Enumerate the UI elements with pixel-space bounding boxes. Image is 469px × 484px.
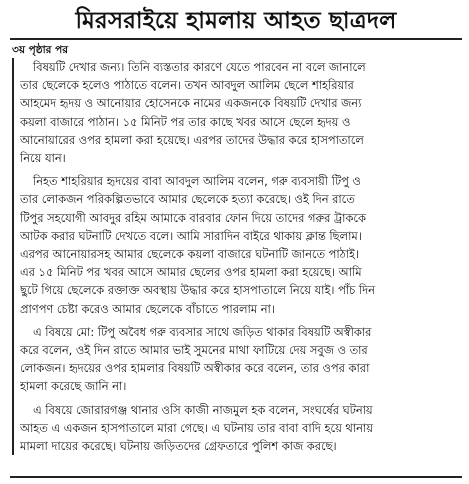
article-line: আহত এ একজন হাসপাতালে মারা গেছে। এ ঘটনায় তার বাবা বাদি হয়ে থানায় (20, 420, 373, 435)
continued-from-label: ৩য় পৃষ্ঠার পর (12, 44, 69, 56)
article-line: কয়লা বাজারে পাঠান। ১৫ মিনিট পর তার কাছে খবর আসে ছেলে হৃদয় ও (20, 114, 351, 129)
article-line: তার লোকজন পরিকল্পিতভাবে আমার ছেলেকে হত্যা করেছে। ওই দিন রাতে (20, 192, 355, 207)
article-paragraph (20, 401, 462, 456)
article-line: করে বলেন, ওই দিন রাতে আমার ভাই সুমনের মাথা ফাটিয়ে দেয় সবুজ ও তার (20, 343, 368, 358)
article-paragraph (20, 58, 462, 167)
article-line: এ বিষয়ে জোরারগঞ্জ থানার ওসি কাজী নাজমুল হক বলেন, সংঘর্ষের ঘটনায় (33, 402, 373, 417)
article-line: মামলা দায়ের করেছে। ঘটনায় জড়িতদের গ্রেফতারে পুলিশ কাজ করছে। (20, 439, 337, 454)
article-line: আটক করার ঘটনাটি দেখতে বলে। আমি সারাদিন বাইরে থাকায় ক্লান্ত ছিলাম। (20, 228, 362, 243)
article-line: এর ১৫ মিনিট পর খবর আসে আমার ছেলের ওপর হামলা করা হয়েছে। আমি (20, 265, 362, 280)
bottom-rule (10, 476, 462, 478)
article-line: প্রাণপণ চেষ্টা করেও আমার ছেলেকে বাঁচাতে পারলাম না। (20, 301, 275, 316)
article-line: লোকজন। হৃদয়ের ওপর হামলার বিষয়টি অস্বীকার করে বলেন, তার ওপর কারা (20, 361, 370, 376)
article-line: ছুটে গিয়ে ছেলেকে রক্তাক্ত অবস্থায় উদ্ধার করে হাসপাতালে নিয়ে যাই। পাঁচ দিন (20, 283, 375, 298)
article-line: নিহত শাহরিয়ার হৃদয়ের বাবা আবদুল আলিম বলেন, গরু ব্যবসায়ী টিপু ও (33, 174, 361, 189)
article-paragraph (20, 323, 462, 396)
headline: মিরসরাইয়ে হামলায় আহত ছাত্রদল (75, 8, 397, 34)
article-line: বিষয়টি দেখার জন্য। তিনি ব্যস্ততার কারণে যেতে পারবেন না বলে জানালে (33, 60, 366, 74)
headline-rule (10, 38, 462, 40)
article-body (12, 58, 462, 455)
article-line: আহমেদ হৃদয় ও আনোয়ার হোসেনকে নামের একজনকে বিষয়টি দেখার জন্য (20, 96, 362, 111)
article-line: আনোয়ারের ওপর হামলা করা হয়েছে। এরপর তাদের উদ্ধার করে হাসপাতালে (20, 132, 364, 147)
article-paragraph (20, 172, 462, 318)
article-line: নিয়ে যান। (20, 151, 66, 166)
article-line: এ বিষয়ে মো: টিপু অবৈধ গরু ব্যবসার সাথে জড়িত থাকার বিষয়টি অস্বীকার (33, 324, 372, 339)
article-line: হামলা করেছে জানি না। (20, 379, 127, 394)
article-line: তার ছেলেকে হলেও পাঠাতে বলেন। তখন আবদুল আলিম ছেলে শাহরিয়ার (20, 78, 354, 93)
article-line: টিপুর সহযোগী আবদুর রহিম আমাকে বারবার ফোন দিয়ে তাদের গরুর ট্রাককে (20, 210, 366, 225)
article-line: এরপর আনোয়ারসহ আমার ছেলেকে কয়লা বাজারে ঘটনাটি জানতে পাঠাই। (20, 247, 360, 262)
